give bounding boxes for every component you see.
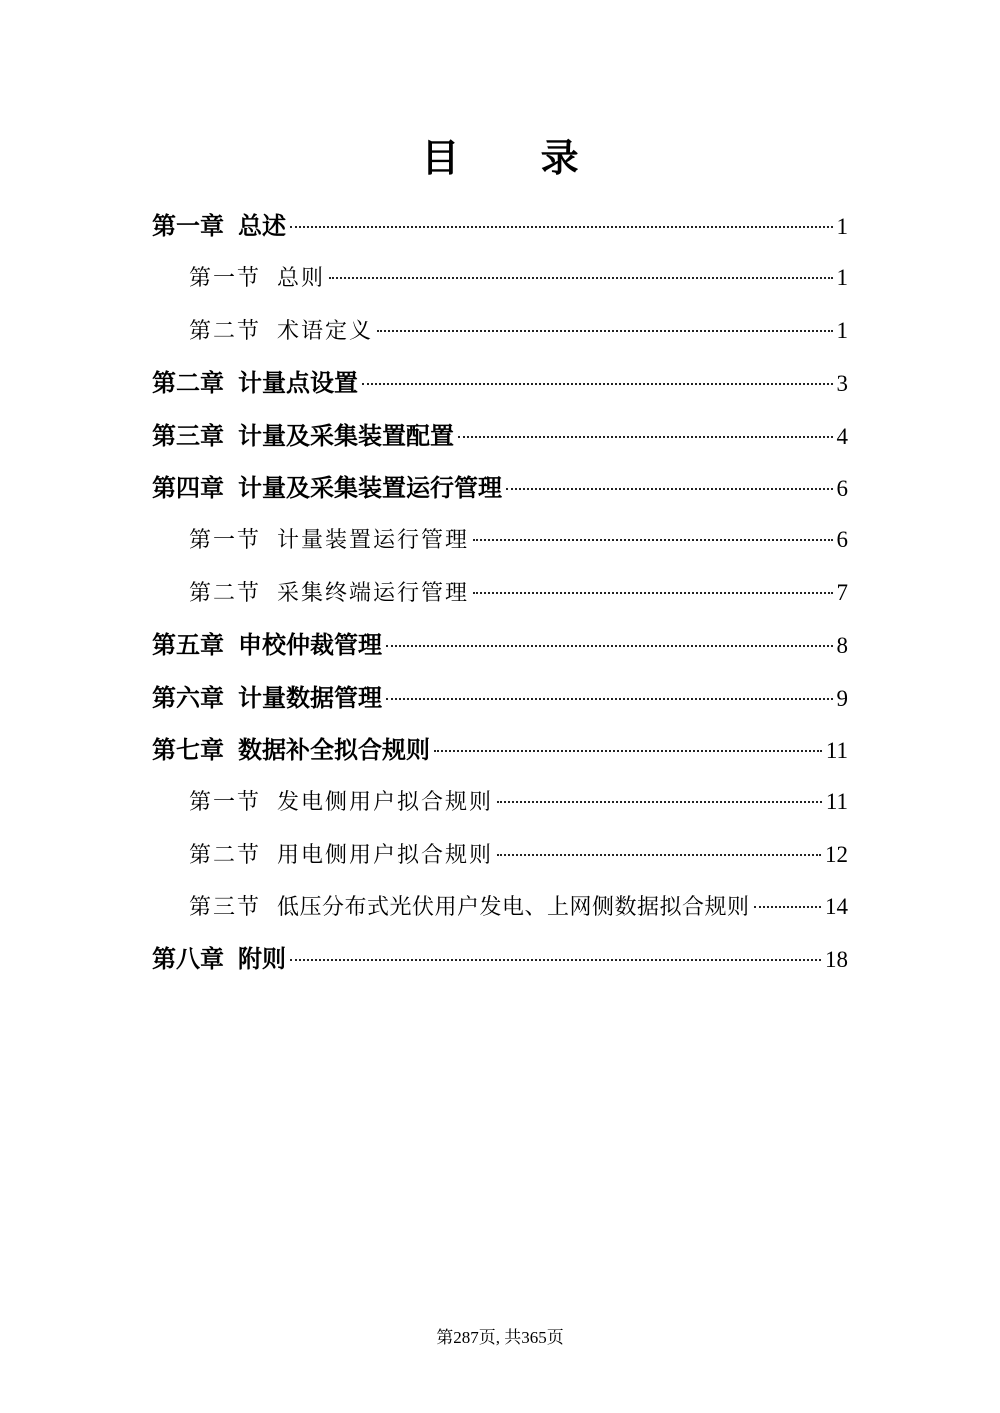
toc-entry[interactable] <box>152 619 848 671</box>
toc-entry-page: 11 <box>825 737 848 763</box>
toc-entry-title: 低压分布式光伏用户发电、上网侧数据拟合规则 <box>277 895 750 921</box>
toc-entry-page: 18 <box>825 947 848 973</box>
toc-entry-number: 第二节 <box>189 842 262 868</box>
toc-entry-page: 12 <box>825 841 848 867</box>
toc-entry[interactable] <box>152 933 848 985</box>
toc-entry-title: 数据补全拟合规则 <box>238 735 430 764</box>
toc-entry-title: 术语定义 <box>277 318 374 344</box>
toc-entry-title: 计量装置运行管理 <box>277 528 470 554</box>
toc-entry-number: 第三章 <box>152 421 224 450</box>
dot-leader <box>497 854 821 856</box>
toc-entry-title: 总述 <box>238 212 286 240</box>
toc-entry-number: 第五章 <box>152 631 224 660</box>
toc-entry-page: 6 <box>836 527 848 553</box>
toc-entry[interactable] <box>152 462 848 514</box>
toc-entry-title: 总则 <box>277 266 326 292</box>
toc-entry[interactable] <box>152 357 848 409</box>
toc-entry[interactable] <box>152 672 848 724</box>
toc-entry-title: 计量及采集装置运行管理 <box>238 473 502 502</box>
page-title: 目 录 <box>421 136 613 180</box>
toc-entry[interactable] <box>152 724 848 776</box>
toc-entry-title: 采集终端运行管理 <box>277 580 470 606</box>
toc-entry-page: 7 <box>836 579 848 605</box>
toc-entry-number: 第一章 <box>152 212 224 240</box>
toc-entry[interactable] <box>152 200 848 252</box>
toc-entry-number: 第一节 <box>189 266 262 292</box>
dot-leader <box>434 750 822 752</box>
toc-entry-number: 第一节 <box>189 790 262 816</box>
toc-entry-page: 9 <box>836 685 848 711</box>
toc-entry[interactable] <box>152 410 848 462</box>
toc-entry-title: 申校仲裁管理 <box>238 631 382 660</box>
toc-entry-title: 附则 <box>238 945 286 974</box>
dot-leader <box>362 383 833 385</box>
toc-entry[interactable] <box>152 567 848 619</box>
toc-entry-page: 1 <box>836 317 848 343</box>
toc-entry-page: 8 <box>836 633 848 659</box>
toc-entry-page: 3 <box>836 371 848 397</box>
toc-entry-page: 11 <box>825 789 848 815</box>
dot-leader <box>497 801 822 803</box>
toc-entry-title: 计量及采集装置配置 <box>238 421 454 450</box>
toc-entry[interactable] <box>152 829 848 881</box>
dot-leader <box>458 436 833 438</box>
toc-entry-title: 发电侧用户拟合规则 <box>277 790 494 816</box>
dot-leader <box>290 959 821 961</box>
toc-entry-page: 1 <box>836 214 848 239</box>
dot-leader <box>386 698 833 700</box>
dot-leader <box>386 645 833 647</box>
toc-entry-number: 第二节 <box>189 318 262 344</box>
dot-leader <box>473 539 832 541</box>
toc-entry-page: 14 <box>825 894 848 920</box>
toc-entry-number: 第七章 <box>152 735 224 764</box>
toc-entry-number: 第四章 <box>152 473 224 502</box>
dot-leader <box>377 330 832 332</box>
toc-entry-page: 1 <box>836 265 848 291</box>
toc-entry-title: 用电侧用户拟合规则 <box>277 842 494 868</box>
toc-entry-number: 第二节 <box>189 580 262 606</box>
page-footer: 第287页, 共365页 <box>436 1328 564 1347</box>
dot-leader <box>754 906 821 908</box>
toc-entry[interactable] <box>152 514 848 566</box>
toc-entry-number: 第二章 <box>152 369 224 398</box>
toc-entry[interactable] <box>152 881 848 933</box>
toc-entry[interactable] <box>152 776 848 828</box>
toc-entry-page: 6 <box>836 475 848 501</box>
dot-leader <box>506 488 833 490</box>
toc-entry-title: 计量点设置 <box>238 369 358 398</box>
toc-entry-title: 计量数据管理 <box>238 683 382 712</box>
dot-leader <box>290 226 833 228</box>
toc-entry-page: 4 <box>836 423 848 449</box>
toc-entry-number: 第八章 <box>152 945 224 974</box>
toc-entry[interactable] <box>152 305 848 357</box>
dot-leader <box>473 592 832 594</box>
toc-entry-number: 第六章 <box>152 683 224 712</box>
toc-entry[interactable] <box>152 252 848 304</box>
toc-entry-number: 第三节 <box>189 895 262 921</box>
dot-leader <box>329 277 832 279</box>
table-of-contents <box>152 200 848 986</box>
toc-entry-number: 第一节 <box>189 528 262 554</box>
